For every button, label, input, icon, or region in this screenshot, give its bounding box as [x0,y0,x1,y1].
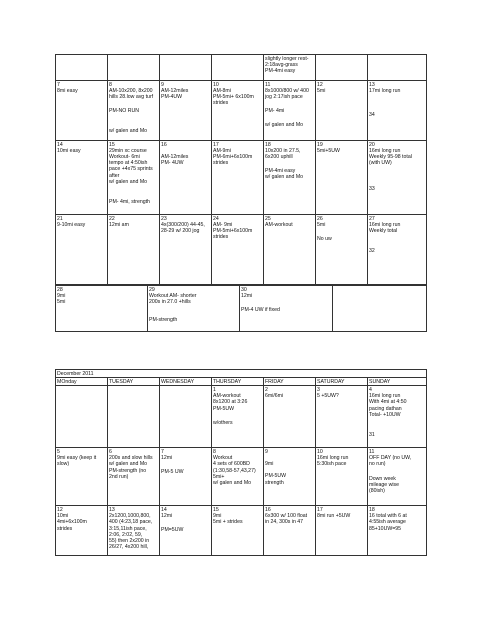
day-number: 11 [369,448,375,455]
weekly-total: 32 [369,248,375,255]
day-number: 15 [109,141,115,148]
day-number: 26 [317,215,323,222]
calendar-week-row [56,55,427,81]
cell-line: 9mi [57,292,66,299]
day-cell-19 [316,141,368,215]
day-number: 4 [369,386,372,393]
month-title-text: December 2011 [57,370,94,377]
day-cell [56,55,108,81]
cell-line: 17mi long run [369,87,401,94]
cell-line: hills 28.low avg turf [109,93,154,100]
day-cell-empty [160,386,212,448]
cell-line: 4:55ish average [369,519,406,526]
cell-line: strides [213,160,229,167]
day-cell-17 [212,141,264,215]
day-number: 16 [161,141,167,148]
cell-line: 2:18avg-grass [265,61,298,68]
day-cell-7 [160,448,212,506]
cell-line: PM-5UW [213,405,235,412]
cell-line: Weekly total [369,227,398,234]
cell-line: after [109,172,120,179]
day-cell [264,55,316,81]
cell-line: 5 +5UW? [317,393,339,400]
day-number: 7 [57,81,60,88]
weekday-label: SUNDAY [369,378,391,385]
cell-line: 16mi long run [369,393,401,400]
november-calendar-table [55,54,427,285]
day-cell-empty [108,386,160,448]
calendar-week-row [56,141,427,215]
day-number: 6 [109,448,112,455]
cell-line: strides [57,525,73,532]
cell-line: slow) [57,461,70,468]
cell-line: jog 2:17ish pace [265,93,303,100]
day-cell [368,55,427,81]
cell-line: 5mi [317,87,326,94]
day-cell-30 [240,286,333,332]
weekday-header [264,378,316,386]
cell-line: 29min xc course [109,147,147,154]
day-number: 17 [213,141,219,148]
weekday-label: MOnday [57,378,77,385]
cell-line: 10mi easy [57,147,81,154]
day-number: 10 [213,81,219,88]
cell-line: 4 sets of 600BD [213,461,250,468]
day-number: 27 [369,215,375,222]
cell-line: Workout [213,455,233,462]
day-cell-14 [56,141,108,215]
day-cell-9 [160,81,212,141]
day-number: 25 [265,215,271,222]
day-number: 23 [161,215,167,222]
day-number: 9 [161,81,164,88]
day-cell-9 [264,448,316,506]
cell-line: Workout- 6mi [109,153,140,160]
day-cell-11 [264,81,316,141]
day-cell-15 [212,506,264,556]
weekday-label: TUESDAY [109,378,134,385]
cell-line: w/ galen and Mo [213,479,252,486]
cell-line: w/ galen and Mo [109,128,148,135]
day-cell-14 [160,506,212,556]
day-number: 22 [109,215,115,222]
cell-line: 400 (4:23,18 pace, [109,519,153,526]
cell-line: w/ galen and Mo [265,122,304,129]
day-number: 13 [369,81,375,88]
day-number: 21 [57,215,63,222]
cell-line: Workout AM- shorter [149,292,197,299]
day-number: 24 [213,215,219,222]
day-cell-16 [160,141,212,215]
day-cell-10 [212,81,264,141]
cell-line: no run) [369,461,386,468]
cell-line: 6x200 uphill [265,153,293,160]
month-title-row [56,370,427,378]
cell-line: 9mi [265,461,274,468]
day-cell-15 [108,141,160,215]
day-number: 11 [265,81,271,88]
day-cell [212,55,264,81]
cell-line: PM-4mi easy [265,168,296,175]
day-cell-empty [333,286,427,332]
day-number: 2 [265,386,268,393]
day-cell-18 [368,506,427,556]
weekday-header [368,378,427,386]
cell-line: 12mi [161,513,173,520]
cell-line: w/ galen and Mo [109,178,148,185]
day-number: 3 [317,386,320,393]
day-number: 18 [265,141,271,148]
cell-line: 2:06, 2:02, 59, [109,531,143,538]
cell-line: AM-workout [265,221,293,228]
cell-line: slightly longer rest- [265,55,309,62]
cell-line: AM-12miles [161,153,189,160]
cell-line: PM- 4mi, strength [109,198,150,205]
weekday-label: SATURDAY [317,378,345,385]
day-cell-7 [56,81,108,141]
day-cell-25 [264,215,316,285]
cell-line: pace +4x75 sprints [109,166,153,173]
cell-line: strides [213,234,229,241]
cell-line: PM-5mi+6x100m [213,227,253,234]
day-cell-8 [108,81,160,141]
cell-line: 8mi easy [57,87,78,94]
day-number: 15 [213,506,219,513]
cell-line: mileage wise [369,481,399,488]
cell-line: 16mi long run [369,221,401,228]
calendar-week-row [56,286,427,332]
day-number: 5 [57,448,60,455]
cell-line: With 4mi at 4:50 [369,399,407,406]
day-number: 1 [213,386,216,393]
calendar-week-row [56,448,427,506]
day-cell-16 [264,506,316,556]
day-cell-5 [56,448,108,506]
day-number: 14 [161,506,167,513]
cell-line: 12mi [241,292,253,299]
cell-line: in 24, 300s in 47 [265,519,304,526]
day-cell-29 [148,286,240,332]
cell-line: 200s in 27.0 +hills [149,298,191,305]
cell-line: AM-workout [213,393,241,400]
day-cell-26 [316,215,368,285]
cell-line: 16mi long run [317,455,349,462]
weekday-header-row [56,378,427,386]
day-number: 10 [317,448,323,455]
cell-line: 4x(300/200) 44-45, [161,221,205,228]
cell-line: w/ galen and Mo [109,461,148,468]
cell-line: 85+10UW=95 [369,525,402,532]
day-cell-13 [368,81,427,141]
day-cell-24 [212,215,264,285]
cell-line: PM-5mi+ 6x100m [213,93,254,100]
day-number: 18 [369,506,375,513]
cell-line: 12mi [161,455,173,462]
cell-line: 6x300 w/ 100 float [265,513,308,520]
cell-line: 9-10mi easy [57,221,86,228]
day-number: 28 [57,286,63,293]
weekly-total: 31 [369,431,375,438]
cell-line: 2nd run) [109,473,129,480]
cell-line: 12mi am [109,221,129,228]
weekday-label: THURSDAY [213,378,242,385]
cell-line: 5mi + strides [213,519,243,526]
cell-line: 5mi+5UW [317,147,340,154]
cell-line: w/ galen and Mo [265,174,304,181]
day-cell-10 [316,448,368,506]
cell-line: 10x200 in 27.5, [265,147,301,154]
cell-line: 8x1000/800 w/ 400 [265,87,309,94]
day-number: 9 [265,448,268,455]
november-last-week-table [55,285,427,332]
day-cell [316,55,368,81]
day-number: 7 [161,448,164,455]
december-calendar-table [55,369,427,556]
weekly-total: 33 [369,186,375,193]
calendar-week-row [56,81,427,141]
day-cell-11 [368,448,427,506]
cell-line: PM- 4UW [161,160,184,167]
day-cell-23 [160,215,212,285]
weekday-label: FRIDAY [265,378,284,385]
weekday-header [56,378,108,386]
day-cell-12 [56,506,108,556]
cell-line: strength [265,479,284,486]
cell-line: AM-9mi [213,147,231,154]
cell-line: 16mi long run [369,147,401,154]
cell-line: 5mi [317,221,326,228]
cell-line: PM-5 UW [161,469,184,476]
cell-line: PM-4 UW if fixed [241,306,280,313]
cell-line: PM-strength (no [109,467,147,474]
day-number: 19 [317,141,323,148]
calendar-week-row [56,215,427,285]
day-cell-empty [56,386,108,448]
weekday-header [108,378,160,386]
cell-line: (with UW) [369,160,392,167]
cell-line: PM-4mi easy [265,67,296,74]
cell-line: 55) then 2x200 in [109,537,150,544]
cell-line: 9mi [213,513,222,520]
day-number: 20 [369,141,375,148]
cell-line: PM=5UW [161,527,184,534]
cell-line: 16 total with 6 at [369,513,407,520]
day-cell-4 [368,386,427,448]
day-cell-28 [56,286,148,332]
cell-line: strides [213,100,229,107]
cell-line: PM-6mi+6x100m [213,153,253,160]
day-cell-3 [316,386,368,448]
cell-line: AM-12miles [161,87,189,94]
day-cell-21 [56,215,108,285]
day-cell [108,55,160,81]
cell-line: 26/27, 4x200 hill, [109,544,149,551]
cell-line: AM-8mi [213,87,231,94]
cell-line: PM-4UW [161,93,183,100]
cell-line: 8mi run +5UW [317,513,351,520]
cell-line: 200s and slow hills [109,455,153,462]
day-number: 12 [57,506,63,513]
calendar-week-row [56,506,427,556]
cell-line: 5mi+ [213,473,225,480]
cell-line: Weekly 95-98 total [369,153,412,160]
cell-line: AM- 9mi [213,221,233,228]
cell-line: Total- +10UW [369,411,401,418]
calendar-week-row [56,386,427,448]
day-number: 16 [265,506,271,513]
cell-line: 10mi [57,513,69,520]
day-cell-6 [108,448,160,506]
cell-line: 6mi/6mi [265,393,284,400]
cell-line: 4mi+6x100m [57,519,87,526]
day-number: 8 [109,81,112,88]
day-cell-27 [368,215,427,285]
weekday-header [160,378,212,386]
day-number: 8 [213,448,216,455]
cell-line: 8x1200 at 3:26 [213,399,248,406]
day-cell-20 [368,141,427,215]
day-number: 12 [317,81,323,88]
day-cell [160,55,212,81]
day-cell-1 [212,386,264,448]
day-cell-12 [316,81,368,141]
day-cell-13 [108,506,160,556]
cell-line: tempo at 4:50ish [109,160,148,167]
cell-line: PM- 4mi [265,108,285,115]
day-cell-18 [264,141,316,215]
cell-line: OFF DAY (no UW, [369,455,412,462]
cell-line: No uw [317,235,332,242]
day-number: 17 [317,506,323,513]
day-number: 29 [149,286,155,293]
cell-line: PM-5UW [265,473,287,480]
cell-line: 28-29 w/ 200 jog [161,227,200,234]
cell-line: 5mi [57,298,66,305]
cell-line: 9mi easy (keep it [57,455,97,462]
day-cell-2 [264,386,316,448]
cell-line: AM-10x200, 8x200 [109,87,153,94]
day-number: 30 [241,286,247,293]
weekly-total: 34 [369,111,375,118]
weekday-label: WEDNESDAY [161,378,195,385]
month-title [56,370,427,378]
cell-line: w/others [213,419,233,426]
cell-line: 5:30ish pace [317,461,347,468]
cell-line: 3:15,11ish pace, [109,525,147,532]
day-cell-8 [212,448,264,506]
cell-line: pacing dathan [369,405,402,412]
weekday-header [212,378,264,386]
day-cell-17 [316,506,368,556]
weekday-header [316,378,368,386]
day-number: 14 [57,141,63,148]
cell-line: PM-NO RUN [109,108,139,115]
cell-line: (1:30,58-57,43,27) [213,467,256,474]
cell-line: (80ish) [369,487,385,494]
cell-line: Down week [369,475,396,482]
cell-line: 2x1200,1000,800, [109,513,151,520]
day-cell-22 [108,215,160,285]
cell-line: PM-strength [149,317,178,324]
day-number: 13 [109,506,115,513]
